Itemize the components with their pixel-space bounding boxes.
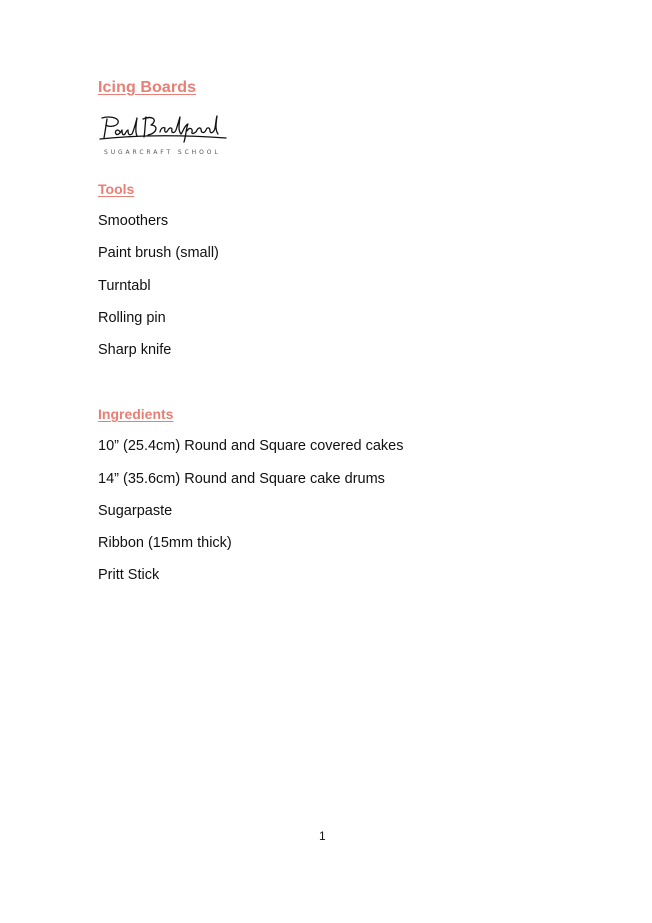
document-title: Icing Boards [98, 79, 197, 96]
list-item: 10” (25.4cm) Round and Square covered cakes [98, 438, 404, 454]
ingredients-heading: Ingredients [98, 406, 174, 422]
list-item: 14” (35.6cm) Round and Square cake drums [98, 471, 385, 487]
list-item: Paint brush (small) [98, 245, 219, 261]
list-item: Ribbon (15mm thick) [98, 535, 232, 551]
list-item: Turntabl [98, 278, 151, 294]
signature-logo-icon [98, 112, 228, 146]
list-item: Sugarpaste [98, 503, 173, 519]
paul-bradford-logo [98, 112, 228, 158]
tools-heading: Tools [98, 181, 135, 197]
page-number: 1 [319, 829, 326, 843]
list-item: Smoothers [98, 213, 169, 229]
list-item: Rolling pin [98, 310, 166, 326]
list-item: Sharp knife [98, 342, 172, 358]
list-item: Pritt Stick [98, 567, 160, 583]
logo-tagline: SUGARCRAFT SCHOOL [104, 149, 221, 156]
